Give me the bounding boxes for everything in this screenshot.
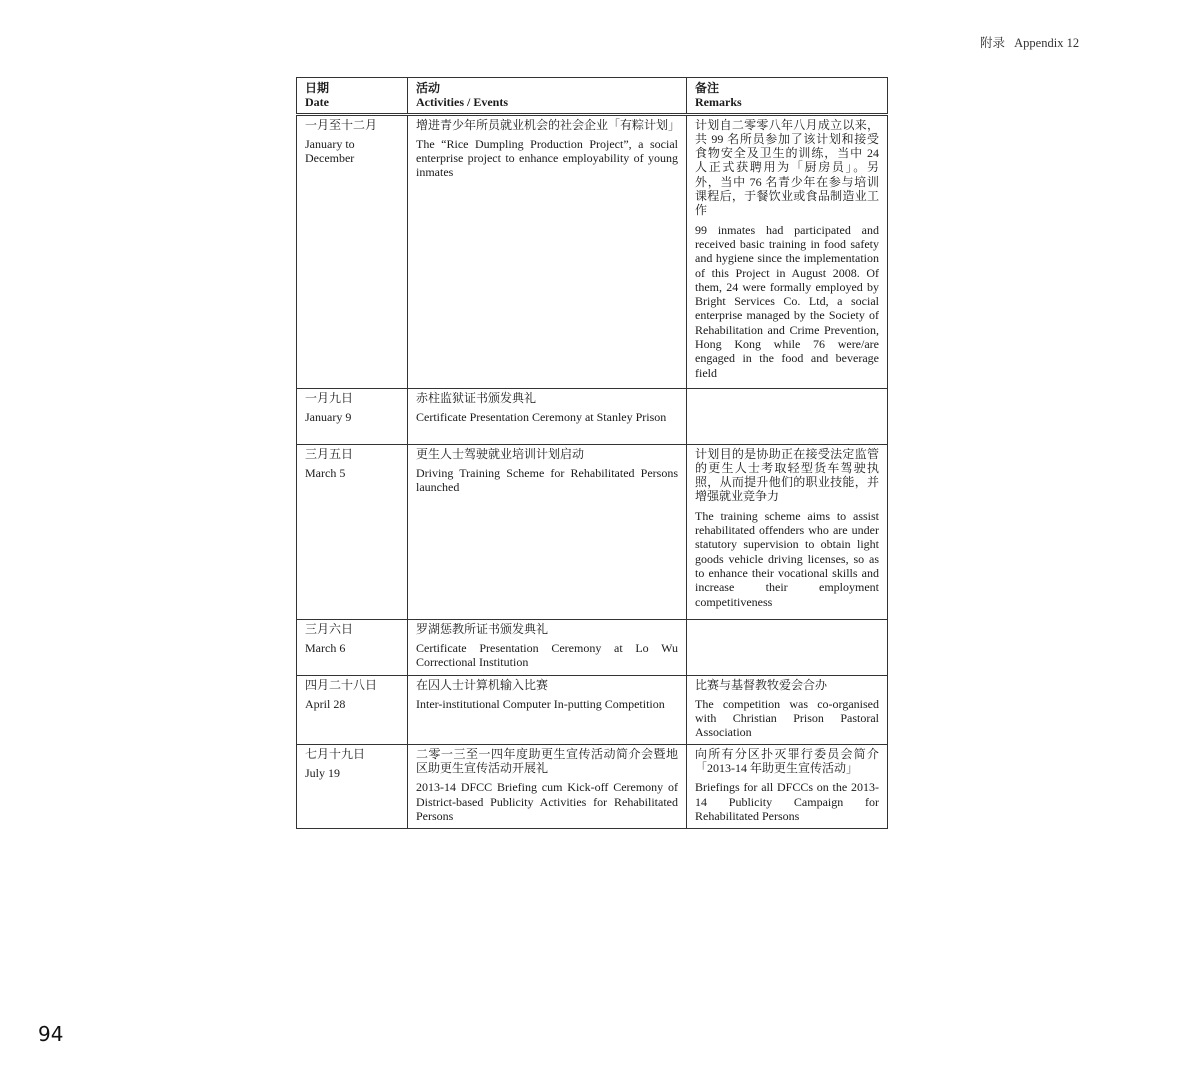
activity-zh: 罗湖惩教所证书颁发典礼 (416, 621, 549, 636)
table-header (297, 78, 888, 115)
date-en: January 9 (305, 409, 352, 424)
page-number: 94 (38, 1022, 64, 1046)
remark-zh: 比赛与基督教牧爱会合办 (695, 677, 828, 692)
activity-cell (408, 675, 687, 744)
header-date-zh: 日期 (305, 81, 330, 95)
activity-en: The “Rice Dumpling Production Project”, a social enterprise project to enhance employability of young inmates (416, 136, 678, 180)
table-row (297, 619, 888, 675)
activity-en: Certificate Presentation Ceremony at Lo Wu Correctional Institution (416, 640, 678, 670)
header-remarks (687, 78, 888, 115)
date-zh: 三月五日 (305, 446, 354, 461)
header-row (297, 78, 888, 115)
activity-cell (408, 444, 687, 619)
date-zh: 三月六日 (305, 621, 354, 636)
running-header (980, 33, 1079, 51)
remark-en: 99 inmates had participated and received basic training in food safety and hygiene since the implementation of this Project in August 2008. Of them, 24 were formally employed by Bright Services Co. Ltd, a social enterprise managed by the Society of Rehabilitation and Crime Prevention, Hong Kong while 76 were/are engaged in the food and beverage field (695, 222, 879, 380)
date-zh: 一月九日 (305, 390, 354, 405)
header-date (297, 78, 408, 115)
date-en: March 5 (305, 465, 346, 480)
date-en: July 19 (305, 766, 341, 781)
activity-zh: 增进青少年所员就业机会的社会企业「有粽计划」 (416, 117, 681, 132)
remark-en: The competition was co-organised with Christian Prison Pastoral Association (695, 696, 879, 740)
date-en: January to December (305, 136, 355, 166)
table-row (297, 388, 888, 444)
date-cell (297, 444, 408, 619)
header-activity (408, 78, 687, 115)
date-cell (297, 619, 408, 675)
remark-en: Briefings for all DFCCs on the 2013-14 Publicity Campaign for Rehabilitated Persons (695, 780, 879, 823)
remark-cell (687, 388, 888, 444)
header-date-en: Date (305, 95, 329, 110)
activity-en: Inter-institutional Computer In-putting Competition (416, 696, 665, 711)
activity-en: 2013-14 DFCC Briefing cum Kick-off Ceremony of District-based Publicity Activities for Rehabilitated Persons (416, 780, 678, 823)
date-cell (297, 114, 408, 388)
date-cell (297, 744, 408, 828)
remark-cell (687, 744, 888, 828)
remark-zh: 向所有分区扑灭罪行委员会简介「2013-14 年助更生宣传活动」 (695, 746, 879, 776)
activity-cell (408, 744, 687, 828)
remark-cell (687, 114, 888, 388)
activity-zh: 二零一三至一四年度助更生宣传活动简介会暨地区助更生宣传活动开展礼 (416, 746, 678, 776)
date-en: March 6 (305, 640, 346, 655)
header-activity-zh: 活动 (416, 81, 441, 95)
date-cell (297, 675, 408, 744)
remark-cell (687, 619, 888, 675)
header-remarks-en: Remarks (695, 95, 742, 110)
remark-cell (687, 444, 888, 619)
date-zh: 七月十九日 (305, 746, 366, 761)
running-header-en: Appendix 12 (1014, 36, 1080, 50)
date-cell (297, 388, 408, 444)
activity-en: Driving Training Scheme for Rehabilitated Persons launched (416, 465, 678, 495)
activity-zh: 赤柱监狱证书颁发典礼 (416, 390, 537, 405)
table-row (297, 114, 888, 388)
header-remarks-zh: 备注 (695, 81, 720, 95)
table-row (297, 744, 888, 828)
activity-zh: 更生人士驾驶就业培训计划启动 (416, 446, 585, 461)
activity-cell (408, 114, 687, 388)
date-zh: 四月二十八日 (305, 677, 378, 692)
remark-en: The training scheme aims to assist rehabilitated offenders who are under statutory supervision to obtain light goods vehicle driving licenses, so as to enhance their vocational skills and increase their employment competitiveness (695, 508, 879, 609)
activity-zh: 在囚人士计算机输入比赛 (416, 677, 549, 692)
activity-en: Certificate Presentation Ceremony at Stanley Prison (416, 409, 667, 424)
activity-cell (408, 619, 687, 675)
date-en: April 28 (305, 696, 346, 711)
table-row (297, 675, 888, 744)
table-row (297, 444, 888, 619)
activities-table (296, 77, 888, 829)
running-header-zh: 附录 (980, 36, 1006, 50)
date-zh: 一月至十二月 (305, 117, 378, 132)
remark-cell (687, 675, 888, 744)
remark-zh: 计划自二零零八年八月成立以来，共 99 名所员参加了该计划和接受食物安全及卫生的训练，当中 24 人正式获聘用为「厨房员」。另外，当中 76 名青少年在参与培训课程后，于餐饮业或食品制造业工作 (695, 117, 879, 218)
remark-zh: 计划目的是协助正在接受法定监管的更生人士考取轻型货车驾驶执照，从而提升他们的职业技能，并增强就业竞争力 (695, 446, 879, 504)
activity-cell (408, 388, 687, 444)
header-activity-en: Activities / Events (416, 95, 508, 110)
